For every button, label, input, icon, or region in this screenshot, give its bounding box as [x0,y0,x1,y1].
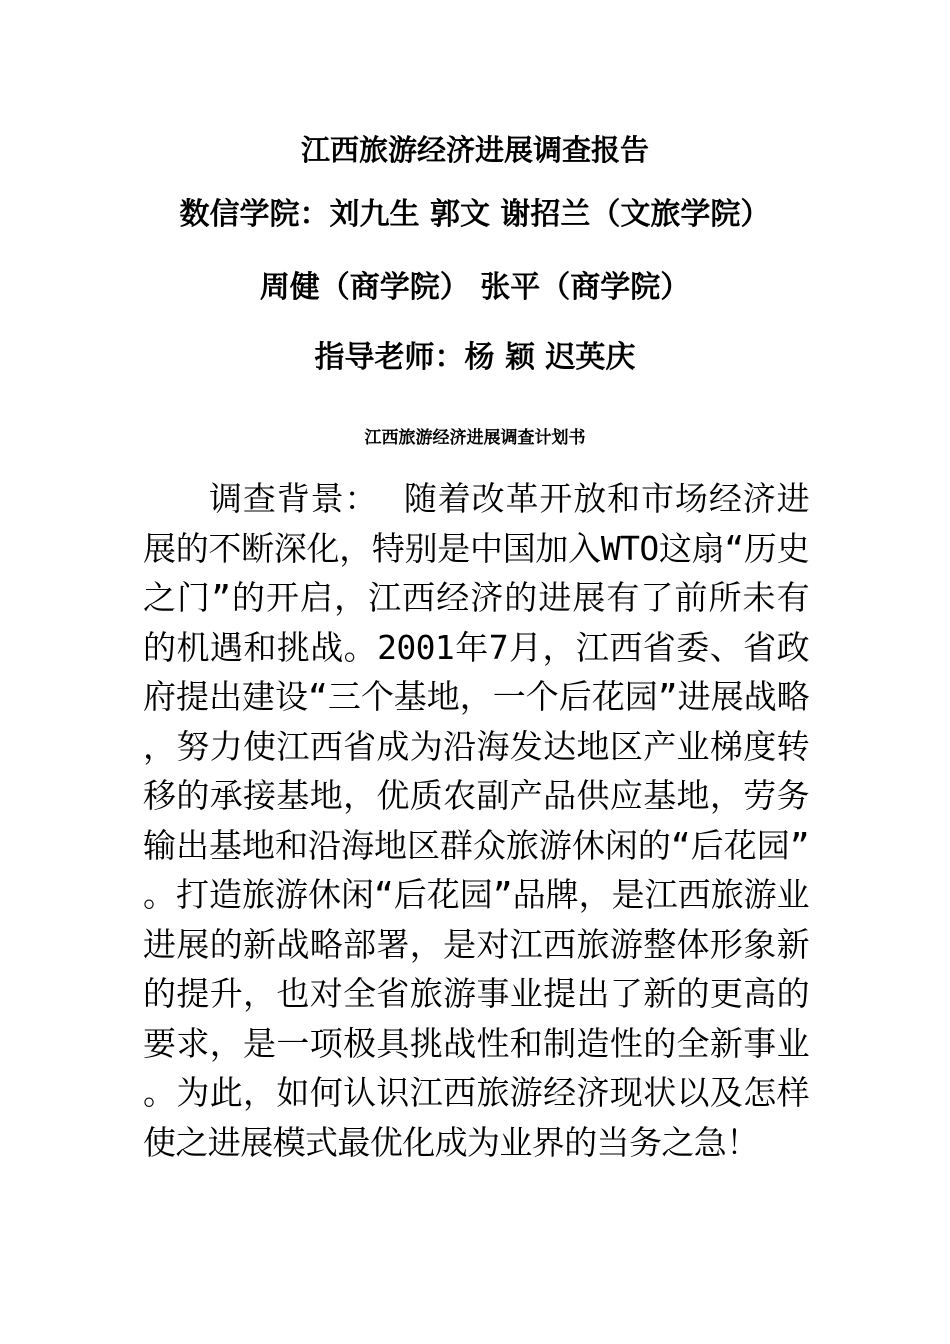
plan-title: 江西旅游经济进展调查计划书 [364,428,586,448]
background-text: 随着改革开放和市场经济进展的不断深化，特别是中国加入WTO这扇“历史之门”的开启，江西经济的进展有了前所未有的机遇和挑战。2001年7月，江西省委、省政府提出建设“三个基地，一个后花园”进展战略，努力使江西省成为沿海发达地区产业梯度转移的承接基地，优质农副产品供应基地，劳务输出基地和沿海地区群众旅游休闲的“后花园”。打造旅游休闲“后花园”品牌，是江西旅游业进展的新战略部署，是对江西旅游整体形象新的提升，也对全省旅游事业提出了新的更高的要求，是一项极具挑战性和制造性的全新事业。为此，如何认识江西旅游经济现状以及怎样使之进展模式最优化成为业界的当务之急！ [143,479,809,1162]
background-label: 调查背景： [209,479,379,518]
advisor-line: 指导老师：杨 颖 迟英庆 [314,340,636,375]
authors-line-1: 数信学院：刘九生 郭文 谢招兰（文旅学院） [179,197,771,232]
authors-line-2: 周健（商学院） 张平（商学院） [259,270,691,305]
background-paragraph [143,474,809,1167]
report-title: 江西旅游经济进展调查报告 [300,133,649,167]
